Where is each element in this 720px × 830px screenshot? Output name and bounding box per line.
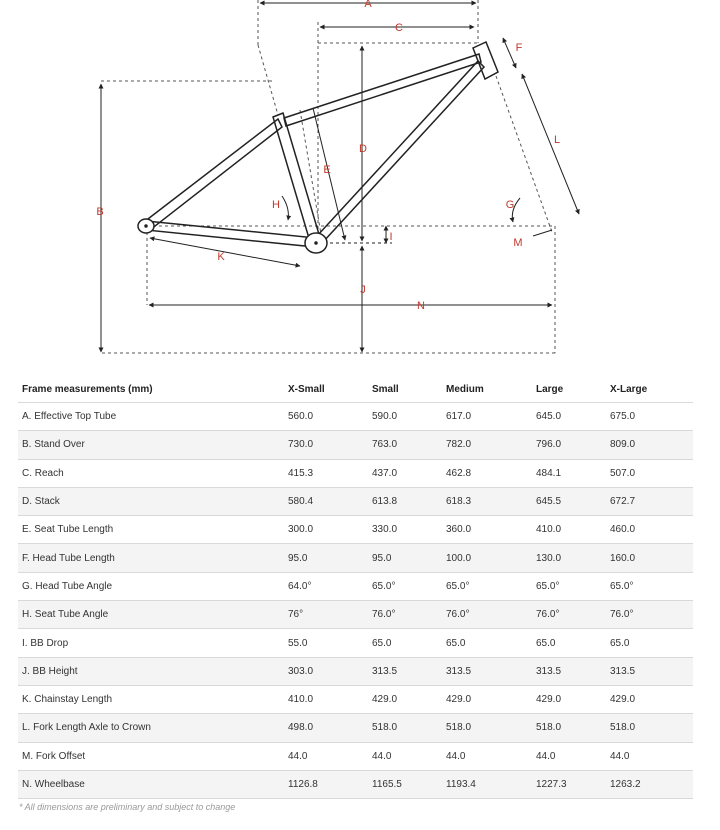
header-x-large: X-Large — [610, 383, 648, 395]
table-row — [18, 601, 693, 629]
measurement-value: 95.0 — [368, 544, 442, 572]
measurement-name: E. Seat Tube Length — [18, 516, 284, 544]
measurement-value: 76.0° — [442, 601, 532, 629]
measurement-value: 313.5 — [368, 657, 442, 685]
measurement-name: B. Stand Over — [18, 431, 284, 459]
measurement-value: 645.5 — [532, 487, 606, 515]
label-g: G — [505, 199, 515, 211]
header-medium: Medium — [446, 383, 484, 395]
label-d: D — [359, 143, 367, 155]
frame-geometry-diagram — [0, 0, 720, 365]
seat-stay — [144, 119, 282, 230]
label-m: M — [513, 237, 523, 249]
measurement-value: 64.0° — [284, 572, 368, 600]
label-l: L — [553, 134, 561, 146]
measurement-value: 76.0° — [532, 601, 606, 629]
header-x-small: X-Small — [288, 383, 325, 395]
dim-k — [150, 238, 300, 266]
measurement-value: 76.0° — [606, 601, 693, 629]
measurement-value: 76.0° — [368, 601, 442, 629]
measurement-value: 55.0 — [284, 629, 368, 657]
table-row — [18, 572, 693, 600]
reference-lines — [101, 0, 555, 353]
measurement-name: H. Seat Tube Angle — [18, 601, 284, 629]
measurement-value: 65.0 — [368, 629, 442, 657]
measurement-value: 613.8 — [368, 487, 442, 515]
seat-tube — [273, 113, 321, 245]
measurement-value: 462.8 — [442, 459, 532, 487]
measurement-value: 429.0 — [442, 685, 532, 713]
measurement-value: 518.0 — [532, 714, 606, 742]
measurement-value: 410.0 — [532, 516, 606, 544]
measurement-value: 44.0 — [368, 742, 442, 770]
measurement-value: 429.0 — [532, 685, 606, 713]
measurement-value: 313.5 — [532, 657, 606, 685]
label-k: K — [217, 251, 225, 263]
measurement-value: 44.0 — [532, 742, 606, 770]
table-row — [18, 487, 693, 515]
table-row — [18, 431, 693, 459]
measurement-name: N. Wheelbase — [18, 770, 284, 798]
table-row — [18, 459, 693, 487]
measurement-name: J. BB Height — [18, 657, 284, 685]
table-row — [18, 403, 693, 431]
table-row — [18, 770, 693, 798]
dim-f — [503, 38, 516, 68]
label-f: F — [515, 42, 523, 54]
label-j: J — [360, 284, 366, 296]
measurement-value: 330.0 — [368, 516, 442, 544]
measurement-value: 730.0 — [284, 431, 368, 459]
measurement-value: 44.0 — [284, 742, 368, 770]
measurement-value: 763.0 — [368, 431, 442, 459]
label-b: B — [96, 206, 104, 218]
measurement-name: C. Reach — [18, 459, 284, 487]
measurement-value: 429.0 — [606, 685, 693, 713]
label-a: A — [364, 0, 372, 10]
label-h: H — [272, 199, 280, 211]
measurement-name: I. BB Drop — [18, 629, 284, 657]
measurement-value: 65.0° — [442, 572, 532, 600]
measurement-value: 518.0 — [606, 714, 693, 742]
label-e: E — [323, 164, 331, 176]
measurement-value: 498.0 — [284, 714, 368, 742]
measurement-value: 65.0° — [532, 572, 606, 600]
measurement-value: 360.0 — [442, 516, 532, 544]
measurement-value: 313.5 — [606, 657, 693, 685]
dimension-arrows — [101, 3, 579, 352]
measurement-value: 460.0 — [606, 516, 693, 544]
dim-l — [522, 74, 579, 214]
table-row — [18, 544, 693, 572]
measurement-value: 65.0° — [606, 572, 693, 600]
table-row — [18, 685, 693, 713]
measurement-value: 618.3 — [442, 487, 532, 515]
measurement-value: 410.0 — [284, 685, 368, 713]
measurement-value: 672.7 — [606, 487, 693, 515]
measurement-value: 518.0 — [368, 714, 442, 742]
table-row — [18, 629, 693, 657]
label-n: N — [417, 300, 425, 312]
measurement-value: 313.5 — [442, 657, 532, 685]
measurement-value: 130.0 — [532, 544, 606, 572]
header-large: Large — [536, 383, 564, 395]
measurement-value: 617.0 — [442, 403, 532, 431]
measurement-name: F. Head Tube Length — [18, 544, 284, 572]
header-small: Small — [372, 383, 399, 395]
measurement-value: 809.0 — [606, 431, 693, 459]
measurement-name: L. Fork Length Axle to Crown — [18, 714, 284, 742]
measurement-value: 507.0 — [606, 459, 693, 487]
measurement-value: 796.0 — [532, 431, 606, 459]
measurement-name: K. Chainstay Length — [18, 685, 284, 713]
measurement-value: 65.0 — [532, 629, 606, 657]
dimension-labels — [96, 0, 560, 312]
measurement-value: 65.0 — [606, 629, 693, 657]
head-tube — [473, 42, 498, 79]
table-row — [18, 516, 693, 544]
measurement-value: 1193.4 — [442, 770, 532, 798]
measurement-value: 429.0 — [368, 685, 442, 713]
measurement-value: 44.0 — [442, 742, 532, 770]
measurement-value: 303.0 — [284, 657, 368, 685]
table-header-row — [18, 376, 693, 403]
measurement-value: 65.0° — [368, 572, 442, 600]
measurement-value: 645.0 — [532, 403, 606, 431]
header-measurement: Frame measurements (mm) — [22, 383, 153, 395]
measurement-value: 580.4 — [284, 487, 368, 515]
measurement-value: 484.1 — [532, 459, 606, 487]
measurement-value: 560.0 — [284, 403, 368, 431]
footnote: * All dimensions are preliminary and subject to change — [19, 802, 236, 812]
measurement-value: 160.0 — [606, 544, 693, 572]
label-i: I — [389, 231, 393, 243]
measurement-value: 76° — [284, 601, 368, 629]
frame-measurements-table — [18, 376, 693, 799]
measurement-value: 437.0 — [368, 459, 442, 487]
measurement-value: 95.0 — [284, 544, 368, 572]
measurement-value: 1263.2 — [606, 770, 693, 798]
measurement-value: 44.0 — [606, 742, 693, 770]
measurement-value: 590.0 — [368, 403, 442, 431]
measurement-value: 65.0 — [442, 629, 532, 657]
measurement-name: G. Head Tube Angle — [18, 572, 284, 600]
measurement-value: 1126.8 — [284, 770, 368, 798]
measurement-name: D. Stack — [18, 487, 284, 515]
dim-m — [533, 230, 552, 236]
measurement-value: 300.0 — [284, 516, 368, 544]
measurement-value: 1227.3 — [532, 770, 606, 798]
table-row — [18, 714, 693, 742]
table-row — [18, 742, 693, 770]
table-row — [18, 657, 693, 685]
label-c: C — [395, 22, 403, 34]
measurement-name: M. Fork Offset — [18, 742, 284, 770]
measurement-value: 415.3 — [284, 459, 368, 487]
measurement-value: 518.0 — [442, 714, 532, 742]
chainstay — [146, 221, 316, 247]
measurement-value: 100.0 — [442, 544, 532, 572]
measurement-name: A. Effective Top Tube — [18, 403, 284, 431]
measurement-value: 675.0 — [606, 403, 693, 431]
dim-h — [282, 196, 288, 220]
measurement-value: 782.0 — [442, 431, 532, 459]
measurement-value: 1165.5 — [368, 770, 442, 798]
